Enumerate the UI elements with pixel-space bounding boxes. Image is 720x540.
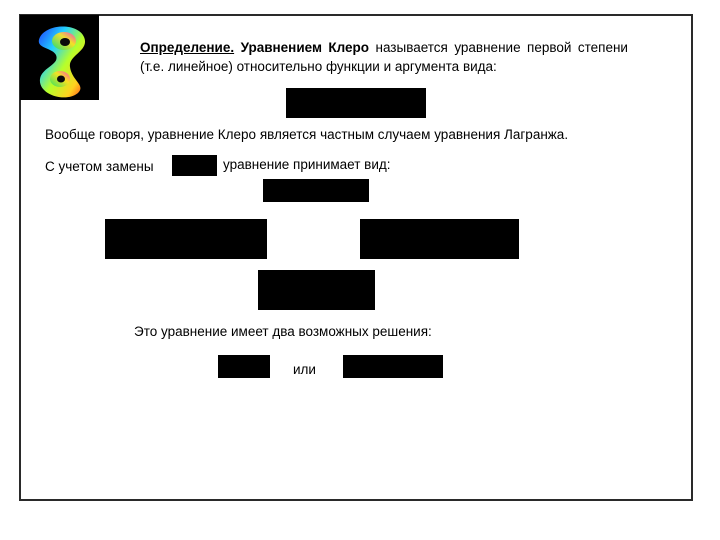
substitution-prefix: С учетом замены	[45, 159, 154, 174]
solution-one-image	[218, 355, 270, 378]
clairaut-equation-image	[286, 88, 426, 118]
solution-two-image	[343, 355, 443, 378]
substitution-suffix: уравнение принимает вид:	[223, 157, 391, 172]
logo-image	[20, 15, 99, 100]
differentiated-equation-image-left	[105, 219, 267, 259]
transformed-equation-image	[263, 179, 369, 202]
solutions-intro: Это уравнение имеет два возможных решения:	[134, 324, 432, 339]
factored-equation-image	[258, 270, 375, 310]
definition-rest: называется уравнение первой степени (т.е. линейное) относительно функции и аргумента вида:	[140, 40, 628, 74]
definition-paragraph	[140, 38, 628, 76]
substitution-formula-image	[172, 155, 217, 176]
definition-bold-phrase: Уравнением Клеро	[240, 40, 370, 55]
or-label: или	[293, 362, 316, 377]
differentiated-equation-image-right	[360, 219, 519, 259]
general-remark: Вообще говоря, уравнение Клеро является частным случаем уравнения Лагранжа.	[45, 127, 569, 142]
definition-term: Определение.	[140, 40, 235, 55]
